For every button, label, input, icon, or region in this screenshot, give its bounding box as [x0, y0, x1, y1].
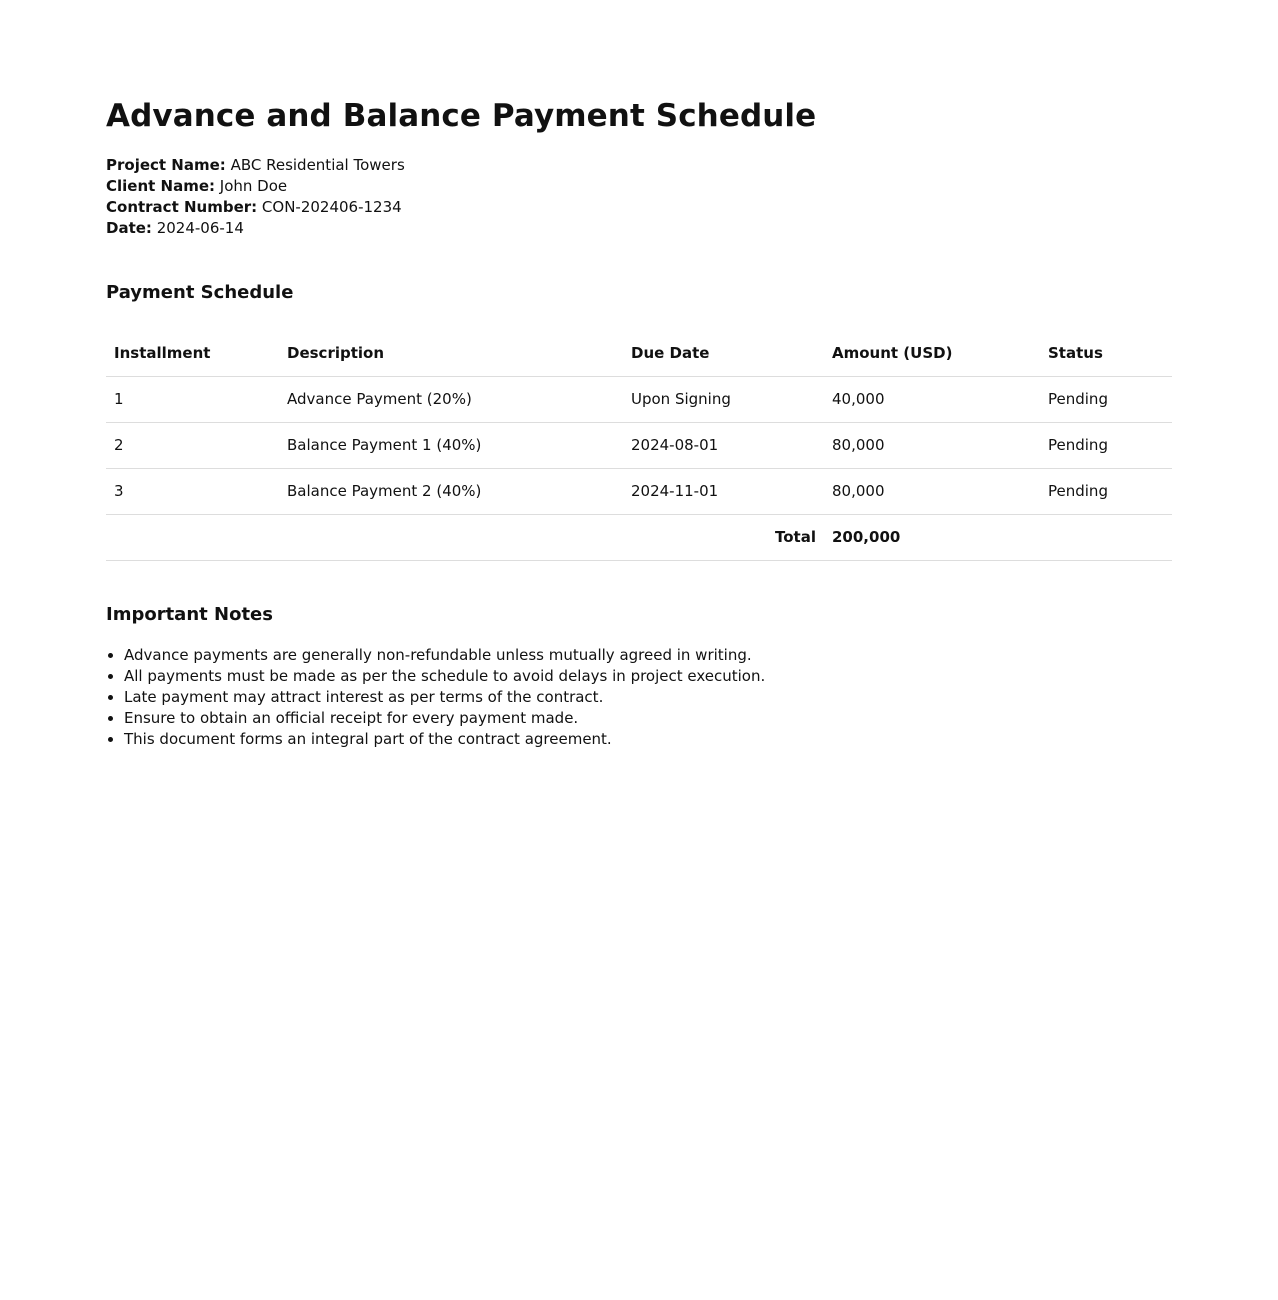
payment-schedule-table [106, 330, 1172, 561]
column-header-description: Description [279, 330, 623, 376]
due-date-cell: Upon Signing [623, 376, 824, 422]
payment-schedule-heading: Payment Schedule [106, 282, 294, 303]
status-cell: Pending [1040, 376, 1172, 422]
date-value: 2024-06-14 [156, 219, 244, 237]
list-item: • Advance payments are generally non-refundable unless mutually agreed in writing. [124, 645, 1172, 666]
contract-details [106, 155, 1172, 239]
total-label: Total [106, 514, 824, 560]
list-item: • All payments must be made as per the schedule to avoid delays in project execution. [124, 666, 1172, 687]
contract-number-row [106, 197, 1172, 218]
installment-cell: 3 [106, 468, 279, 514]
list-item: • Late payment may attract interest as per terms of the contract. [124, 687, 1172, 708]
client-name-row [106, 176, 1172, 197]
contract-number-label: Contract Number: [106, 198, 258, 216]
important-notes-heading: Important Notes [106, 603, 273, 625]
client-name-label: Client Name: [106, 177, 216, 195]
column-header-status: Status [1040, 330, 1172, 376]
due-date-cell: 2024-08-01 [623, 422, 824, 468]
total-row [106, 514, 1172, 560]
project-name-row [106, 155, 1172, 176]
total-amount: 200,000 [824, 514, 1040, 560]
notes-list [106, 645, 1172, 750]
table-row [106, 422, 1172, 468]
client-name-value: John Doe [219, 177, 288, 195]
column-header-due-date: Due Date [623, 330, 824, 376]
due-date-cell: 2024-11-01 [623, 468, 824, 514]
installment-cell: 1 [106, 376, 279, 422]
amount-cell: 80,000 [824, 468, 1040, 514]
status-cell: Pending [1040, 422, 1172, 468]
project-name-label: Project Name: [106, 156, 226, 174]
list-item: • This document forms an integral part of the contract agreement. [124, 729, 1172, 750]
installment-cell: 2 [106, 422, 279, 468]
status-cell: Pending [1040, 468, 1172, 514]
contract-number-value: CON-202406-1234 [261, 198, 402, 216]
document-title: Advance and Balance Payment Schedule [106, 98, 817, 134]
table-row [106, 468, 1172, 514]
total-empty-cell [1040, 514, 1172, 560]
amount-cell: 40,000 [824, 376, 1040, 422]
description-cell: Balance Payment 2 (40%) [279, 468, 623, 514]
amount-cell: 80,000 [824, 422, 1040, 468]
column-header-amount: Amount (USD) [824, 330, 1040, 376]
date-label: Date: [106, 219, 152, 237]
list-item: • Ensure to obtain an official receipt for every payment made. [124, 708, 1172, 729]
project-name-value: ABC Residential Towers [230, 156, 405, 174]
table-header-row [106, 330, 1172, 376]
table-row [106, 376, 1172, 422]
description-cell: Advance Payment (20%) [279, 376, 623, 422]
description-cell: Balance Payment 1 (40%) [279, 422, 623, 468]
column-header-installment: Installment [106, 330, 279, 376]
date-row [106, 218, 1172, 239]
